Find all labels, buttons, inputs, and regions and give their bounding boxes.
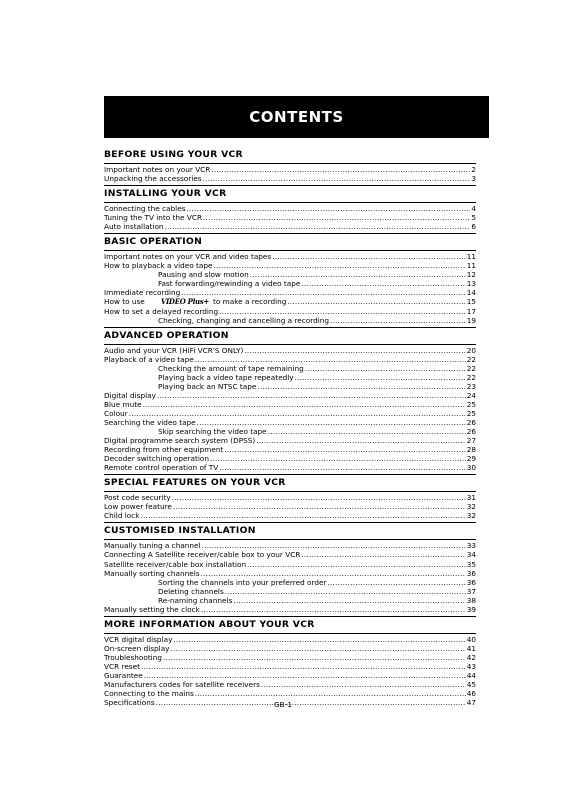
toc-entry[interactable]: [104, 560, 476, 569]
dot-leader: [295, 373, 466, 382]
entry-page-number: 14: [466, 288, 476, 298]
entry-page-number: 41: [466, 643, 476, 653]
dot-leader: [224, 445, 465, 454]
dot-leader: [261, 680, 466, 689]
toc-section: [104, 147, 476, 185]
dot-leader: [171, 644, 466, 653]
toc-entry[interactable]: [104, 261, 476, 270]
entry-label: Colour: [104, 408, 128, 418]
entry-page-number: 19: [466, 315, 476, 325]
dot-leader: [141, 662, 466, 671]
toc-entry[interactable]: [104, 454, 476, 463]
section-heading: MORE INFORMATION ABOUT YOUR VCR: [104, 617, 476, 634]
entry-page-number: 37: [466, 586, 476, 596]
dot-leader: [268, 427, 466, 436]
entry-label: Immediate recording: [104, 288, 181, 298]
dot-leader: [330, 316, 466, 325]
dot-leader: [214, 261, 466, 270]
toc-entry[interactable]: [104, 680, 476, 689]
toc-entry[interactable]: [104, 252, 476, 261]
toc-entry[interactable]: [104, 174, 476, 183]
toc-entry[interactable]: [104, 355, 476, 364]
dot-leader: [272, 252, 465, 261]
dot-leader: [165, 222, 471, 231]
toc-entry[interactable]: [104, 541, 476, 550]
entry-page-number: 34: [466, 550, 476, 560]
entry-page-number: 4: [471, 204, 476, 214]
toc-entry[interactable]: [104, 346, 476, 355]
entry-label: VCR digital display: [104, 634, 173, 644]
dot-leader: [201, 569, 466, 578]
entry-page-number: 45: [466, 680, 476, 690]
entry-label: Manually setting the clock: [104, 604, 200, 614]
dot-leader: [172, 493, 466, 502]
dot-leader: [225, 587, 466, 596]
toc-entry[interactable]: [104, 382, 476, 391]
entry-label: Manually sorting channels: [104, 568, 200, 578]
entry-label: Specifications: [104, 698, 155, 708]
entry-page-number: 26: [466, 427, 476, 437]
toc-entry[interactable]: [104, 662, 476, 671]
dot-leader: [219, 307, 466, 316]
toc-entry[interactable]: [104, 445, 476, 454]
entry-label: Child lock: [104, 511, 140, 521]
dot-leader: [197, 418, 466, 427]
section-heading: ADVANCED OPERATION: [104, 328, 476, 345]
dot-leader: [328, 578, 466, 587]
videoplus-logo-icon: VIDEO Plus+: [160, 297, 209, 307]
dot-leader: [195, 355, 466, 364]
entry-page-number: 32: [466, 502, 476, 512]
toc-entry[interactable]: [104, 578, 476, 587]
dot-leader: [181, 288, 465, 297]
dot-leader: [129, 409, 466, 418]
dot-leader: [202, 541, 466, 550]
entry-page-number: 38: [466, 595, 476, 605]
entry-label: Skip searching the video tape: [158, 427, 267, 437]
entry-label: Guarantee: [104, 670, 143, 680]
dot-leader: [301, 550, 465, 559]
entry-label: Digital programme search system (DPSS): [104, 436, 256, 446]
toc-entry[interactable]: [104, 391, 476, 400]
entry-page-number: 6: [471, 222, 476, 232]
entry-label: On-screen display: [104, 643, 170, 653]
entry-label: Sorting the channels into your preferred order: [158, 577, 327, 587]
dot-leader: [144, 671, 466, 680]
entry-page-number: 22: [466, 354, 476, 364]
entry-page-number: 28: [466, 445, 476, 455]
toc-entry[interactable]: [104, 279, 476, 288]
dot-leader: [187, 204, 471, 213]
toc-entry[interactable]: [104, 307, 476, 316]
dot-leader: [210, 454, 466, 463]
toc-section: [104, 233, 476, 326]
entry-label: Low power feature: [104, 502, 172, 512]
section-heading: BEFORE USING YOUR VCR: [104, 147, 476, 164]
entry-label: Tuning the TV into the VCR: [104, 213, 203, 223]
toc-entry[interactable]: [104, 605, 476, 614]
entry-label: Checking the amount of tape remaining: [158, 363, 304, 373]
toc-entry[interactable]: [104, 511, 476, 520]
entry-page-number: 11: [466, 261, 476, 271]
entry-page-number: 24: [466, 390, 476, 400]
entry-page-number: 40: [466, 634, 476, 644]
section-heading: BASIC OPERATION: [104, 234, 476, 251]
entry-label: Post code security: [104, 493, 171, 503]
entry-page-number: 25: [466, 399, 476, 409]
dot-leader: [173, 635, 465, 644]
entry-page-number: 30: [466, 463, 476, 473]
entry-page-number: 20: [466, 345, 476, 355]
entry-page-number: 31: [466, 493, 476, 503]
entry-page-number: 39: [466, 604, 476, 614]
entry-label: How to set a delayed recording: [104, 306, 219, 316]
section-heading: SPECIAL FEATURES ON YOUR VCR: [104, 475, 476, 492]
dot-leader: [244, 346, 465, 355]
entry-page-number: 22: [466, 372, 476, 382]
entry-label: Blue mute: [104, 399, 142, 409]
entry-label: Manually tuning a channel: [104, 541, 201, 551]
dot-leader: [173, 502, 466, 511]
entry-label: Playing back an NTSC tape: [158, 381, 257, 391]
entry-page-number: 27: [466, 436, 476, 446]
entry-page-number: 15: [466, 297, 476, 307]
entry-label: Decoder switching operation: [104, 454, 209, 464]
dot-leader: [201, 605, 466, 614]
entry-label: Pausing and slow motion: [158, 270, 249, 280]
toc-entry[interactable]: [104, 373, 476, 382]
dot-leader: [301, 279, 465, 288]
dot-leader: [247, 560, 466, 569]
dot-leader: [203, 174, 471, 183]
entry-label: Playing back a video tape repeatedly: [158, 372, 294, 382]
dot-leader: [143, 400, 466, 409]
dot-leader: [195, 689, 466, 698]
entry-label: Digital display: [104, 390, 156, 400]
section-heading: INSTALLING YOUR VCR: [104, 186, 476, 203]
toc-entry[interactable]: [104, 569, 476, 578]
entry-page-number: 17: [466, 306, 476, 316]
entry-label: Troubleshooting: [104, 652, 162, 662]
entry-page-number: 12: [466, 270, 476, 280]
entry-label: Satellite receiver/cable box installation: [104, 559, 247, 569]
toc-entry[interactable]: [104, 502, 476, 511]
dot-leader: [287, 297, 465, 306]
table-of-contents: [104, 147, 476, 709]
toc-entry[interactable]: [104, 463, 476, 472]
entry-label: Recording from other equipment: [104, 445, 224, 455]
entry-page-number: 25: [466, 408, 476, 418]
entry-page-number: 22: [466, 363, 476, 373]
dot-leader: [250, 270, 466, 279]
toc-entry[interactable]: [104, 165, 476, 174]
toc-entry[interactable]: [104, 297, 476, 306]
entry-label: Connecting to the mains: [104, 689, 194, 699]
entry-page-number: 42: [466, 652, 476, 662]
entry-page-number: 36: [466, 568, 476, 578]
dot-leader: [219, 463, 465, 472]
entry-page-number: 29: [466, 454, 476, 464]
dot-leader: [257, 382, 465, 391]
entry-page-number: 13: [466, 279, 476, 289]
entry-page-number: 32: [466, 511, 476, 521]
entry-page-number: 46: [466, 689, 476, 699]
entry-label: How to playback a video tape: [104, 261, 213, 271]
toc-section: [104, 185, 476, 233]
toc-entry[interactable]: [104, 671, 476, 680]
entry-label: Re-naming channels: [158, 595, 233, 605]
toc-entry[interactable]: [104, 644, 476, 653]
toc-entry[interactable]: [104, 596, 476, 605]
entry-label: VCR reset: [104, 661, 140, 671]
toc-section: [104, 474, 476, 522]
entry-page-number: 5: [471, 213, 476, 223]
page-number-footer: GB-1: [274, 700, 292, 709]
entry-page-number: 33: [466, 541, 476, 551]
entry-page-number: 35: [466, 559, 476, 569]
entry-label: How to use: [104, 297, 145, 307]
entry-page-number: 44: [466, 670, 476, 680]
toc-entry[interactable]: [104, 288, 476, 297]
entry-label: Playback of a video tape: [104, 354, 194, 364]
dot-leader: [140, 511, 465, 520]
entry-page-number: 36: [466, 577, 476, 587]
toc-entry[interactable]: [104, 364, 476, 373]
entry-page-number: 2: [471, 165, 476, 174]
dot-leader: [203, 213, 470, 222]
entry-label: Connecting the cables: [104, 204, 186, 214]
section-heading: CUSTOMISED INSTALLATION: [104, 523, 476, 540]
toc-entry[interactable]: [104, 493, 476, 502]
entry-label: Important notes on your VCR: [104, 165, 211, 174]
entry-label: Checking, changing and cancelling a recording: [158, 315, 330, 325]
entry-label: Remote control operation of TV: [104, 463, 219, 473]
dot-leader: [163, 653, 466, 662]
toc-entry[interactable]: [104, 550, 476, 559]
toc-entry[interactable]: [104, 427, 476, 436]
entry-page-number: 23: [466, 381, 476, 391]
entry-label: Fast forwarding/rewinding a video tape: [158, 279, 301, 289]
toc-section: [104, 522, 476, 615]
entry-label: Audio and your VCR (HiFi VCR'S ONLY): [104, 345, 244, 355]
toc-section: [104, 327, 476, 475]
contents-title-bar: [104, 96, 489, 138]
dot-leader: [305, 364, 466, 373]
entry-page-number: 47: [466, 698, 476, 708]
toc-entry[interactable]: [104, 204, 476, 213]
entry-label-continued: to make a recording: [212, 297, 287, 307]
page-title: CONTENTS: [249, 108, 344, 126]
toc-entry[interactable]: [104, 689, 476, 698]
toc-section: [104, 616, 476, 709]
entry-label: Manufacturers codes for satellite receivers: [104, 680, 260, 690]
entry-label: Important notes on your VCR and video tapes: [104, 252, 272, 262]
toc-entry[interactable]: [104, 418, 476, 427]
toc-entry[interactable]: [104, 400, 476, 409]
entry-page-number: 43: [466, 661, 476, 671]
entry-page-number: 26: [466, 417, 476, 427]
toc-entry[interactable]: [104, 653, 476, 662]
entry-page-number: 11: [466, 252, 476, 262]
entry-label: Unpacking the accessories: [104, 174, 202, 184]
entry-page-number: 3: [471, 174, 476, 184]
dot-leader: [256, 436, 465, 445]
toc-entry[interactable]: [104, 635, 476, 644]
entry-label: Deleting channels: [158, 586, 224, 596]
dot-leader: [233, 596, 465, 605]
toc-entry[interactable]: [104, 222, 476, 231]
entry-label: Searching the video tape: [104, 417, 196, 427]
toc-entry[interactable]: [104, 409, 476, 418]
toc-entry[interactable]: [104, 436, 476, 445]
toc-entry[interactable]: [104, 270, 476, 279]
entry-label: Auto installation: [104, 222, 164, 232]
dot-leader: [211, 165, 470, 174]
dot-leader: [157, 391, 466, 400]
toc-entry[interactable]: [104, 587, 476, 596]
toc-entry[interactable]: [104, 213, 476, 222]
entry-label: Connecting A Satellite receiver/cable box to your VCR: [104, 550, 301, 560]
toc-entry[interactable]: [104, 316, 476, 325]
